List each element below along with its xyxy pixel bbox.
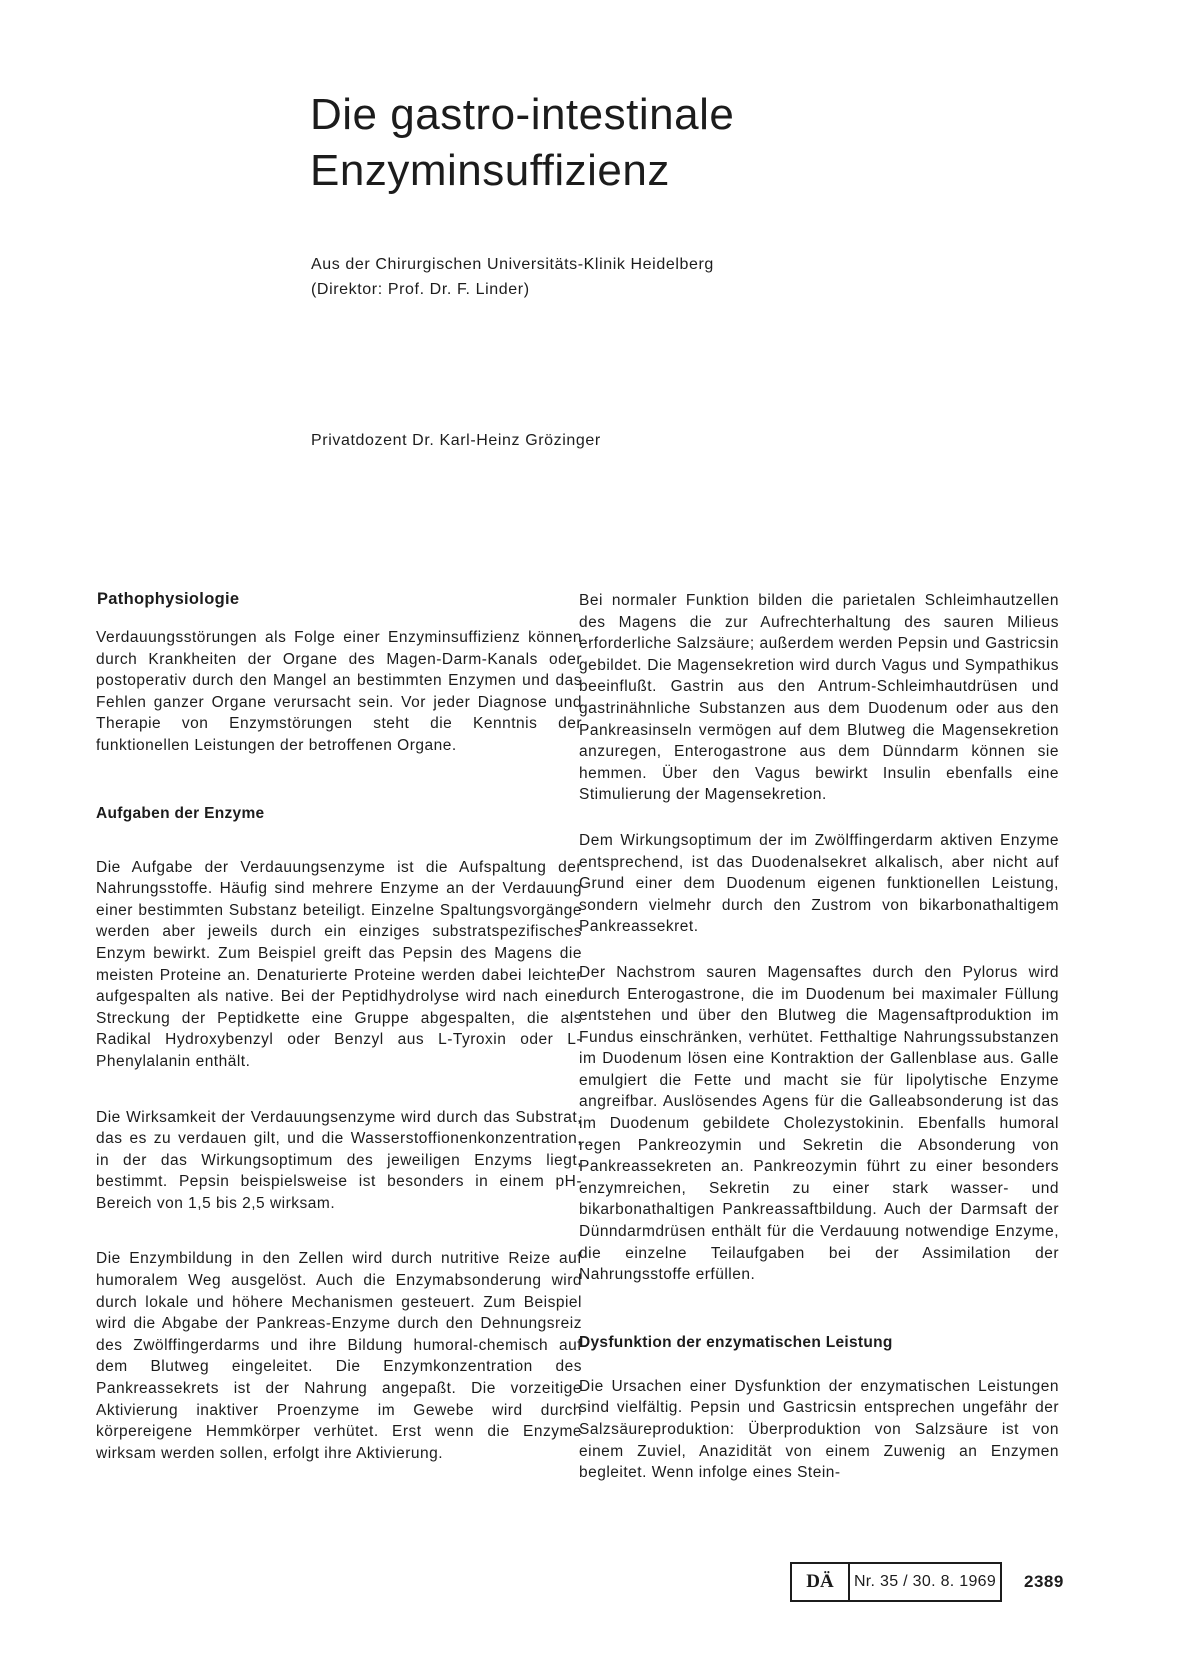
paragraph: Dem Wirkungsoptimum der im Zwölffingerdarm aktiven Enzyme entsprechend, ist das Duodenalsekret alkalisch, aber nicht auf Grund einer dem Duodenum eigenen funktionellen Leistung, sondern vielmehr durch den Zustrom von bikarbonathaltigem Pankreassekret. <box>579 831 1059 936</box>
affiliation-line-1: Aus der Chirurgischen Universitäts-Klinik Heidelberg <box>311 256 714 273</box>
paragraph: Verdauungsstörungen als Folge einer Enzyminsuffizienz können durch Krankheiten der Organe des Magen-Darm-Kanals oder postoperativ durch den Mangel an bestimmten Enzymen und das Fehlen ganzer Organe verursacht sein. Vor jeder Diagnose und Therapie von Enzymstörungen steht die Kenntnis der funktionellen Leistungen der betroffenen Organe. <box>96 629 582 754</box>
title-line-2: Enzyminsuffizienz <box>310 146 670 196</box>
paragraph: Die Enzymbildung in den Zellen wird durch nutritive Reize auf humoralem Weg ausgelöst. Auch die Enzymabsonderung wird durch lokale und höhere Mechanismen gesteuert. Zum Beispiel wird die Abgabe der Pankreas-Enzyme durch den Dehnungsreiz des Zwölffingerdarms und ihre Bildung humoral-chemisch auf dem Blutweg eingeleitet. Die Enzymkonzentration des Pankreassekrets ist der Nahrung angepaßt. Die vorzeitige Aktivierung inaktiver Proenzyme im Gewebe wird durch körpereigene Hemmkörper verhütet. Erst wenn die Enzyme wirksam werden sollen, erfolgt ihre Aktivierung. <box>96 1250 582 1462</box>
paragraph: Die Ursachen einer Dysfunktion der enzymatischen Leistungen sind vielfältig. Pepsin und Gastricsin entsprechen ungefähr der Salzsäureproduktion: Überproduktion von Salzsäure ist von einem Zuviel, Anazidität von einem Zuwenig an Enzymen begleitet. Wenn infolge eines Stein- <box>579 1377 1059 1482</box>
subheading-aufgaben: Aufgaben der Enzyme <box>96 804 265 822</box>
page-number: 2389 <box>1024 1572 1064 1591</box>
paragraph: Bei normaler Funktion bilden die parietalen Schleimhautzellen des Magens die zur Aufrechterhaltung des sauren Milieus erforderliche Salzsäure; außerdem werden Pepsin und Gastricsin gebildet. Die Magensekretion wird durch Vagus und Sympathikus beeinflußt. Gastrin aus den Antrum-Schleimhautdrüsen und gastrinähnliche Substanzen aus dem Duodenum oder aus den Pankreasinseln vermögen auf dem Blutweg die Magensekretion anzuregen, Enterogastrone aus dem Dünndarm können sie hemmen. Über den Vagus bewirkt Insulin ebenfalls eine Stimulierung der Magensekretion. <box>579 592 1059 804</box>
title-line-1: Die gastro-intestinale <box>310 90 735 140</box>
right-column <box>579 590 1059 1484</box>
issue-info: Nr. 35 / 30. 8. 1969 <box>853 1573 997 1590</box>
paragraph: Die Aufgabe der Verdauungsenzyme ist die Aufspaltung der Nahrungsstoffe. Häufig sind mehrere Enzyme an der Verdauung einer bestimmten Substanz beteiligt. Einzelne Spaltungsvorgänge werden aber jeweils durch ein einziges substratspezifisches Enzym bewirkt. Zum Beispiel greift das Pepsin des Magens die meisten Proteine an. Denaturierte Proteine werden dabei leichter aufgespalten als native. Bei der Peptidhydrolyse wird nach einer Streckung der Peptidkette eine Gruppe abgespalten, die als Radikal Hydroxybenzyl oder Benzyl aus L-Tyroxin oder L-Phenylalanin enthält. <box>96 858 582 1070</box>
subheading-dysfunktion: Dysfunktion der enzymatischen Leistung <box>579 1333 893 1351</box>
left-column <box>96 590 582 1464</box>
page-footer <box>790 1562 1064 1602</box>
author-name: Privatdozent Dr. Karl-Heinz Grözinger <box>311 432 601 449</box>
paragraph: Der Nachstrom sauren Magensaftes durch den Pylorus wird durch Enterogastrone, die im Duodenum bei maximaler Füllung entstehen und über den Blutweg die Magensaftproduktion im Fundus einschränken, verhütet. Fetthaltige Nahrungssubstanzen im Duodenum lösen eine Kontraktion der Gallenblase aus. Galle emulgiert die Fette und macht sie für lipolytische Enzyme angreifbar. Auslösendes Agens für die Galleabsonderung ist das im Duodenum gebildete Cholezystokinin. Ebenfalls humoral regen Pankreozymin und Sekretin die Absonderung von Pankreassekreten an. Pankreozymin führt zu einer besonders enzymreichen, Sekretin zu einer stark wasser- und bikarbonathaltigen Pankreassaftbildung. Auch der Darmsaft der Dünndarmdrüsen enthält für die Verdauung notwendige Enzyme, die einzelne Teilaufgaben bei der Assimilation der Nahrungsstoffe erfüllen. <box>579 963 1059 1284</box>
journal-box <box>790 1562 1002 1602</box>
paragraph: Die Wirksamkeit der Verdauungsenzyme wird durch das Substrat, das es zu verdauen gilt, und die Wasserstoffionenkonzentration, in der das Wirkungsoptimum des jeweiligen Enzyms liegt, bestimmt. Pepsin beispielsweise ist besonders in einem pH-Bereich von 1,5 bis 2,5 wirksam. <box>96 1108 582 1212</box>
journal-logo: DÄ <box>792 1564 850 1600</box>
affiliation-line-2: (Direktor: Prof. Dr. F. Linder) <box>311 281 530 298</box>
affiliation <box>311 252 1011 302</box>
section-heading-pathophysiologie: Pathophysiologie <box>97 590 240 608</box>
article-title <box>310 87 1070 199</box>
